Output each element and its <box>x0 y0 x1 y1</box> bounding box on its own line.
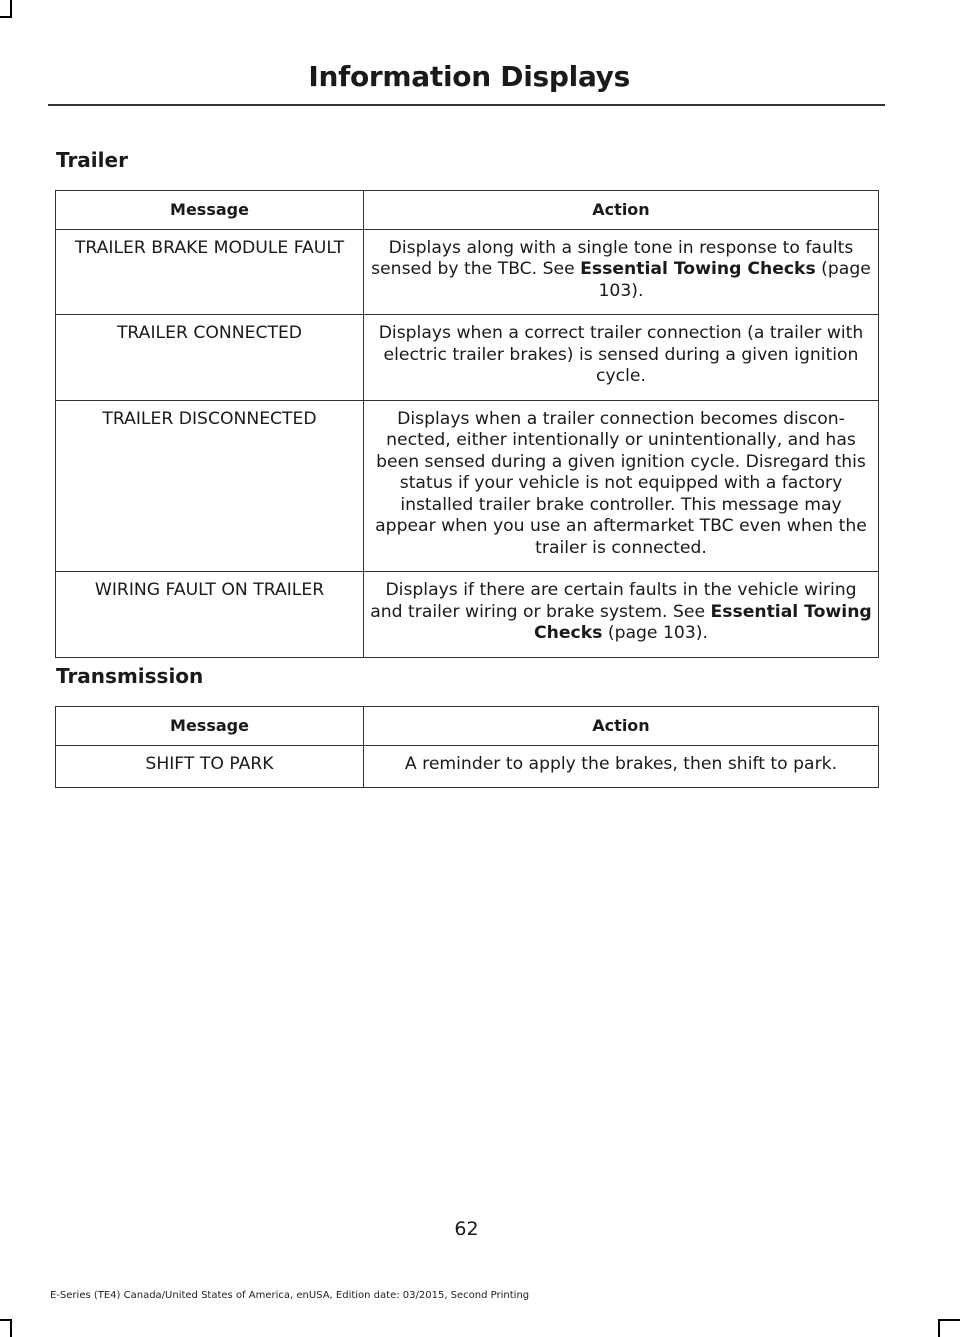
message-cell: TRAILER BRAKE MODULE FAULT <box>56 229 364 315</box>
column-header-message: Message <box>56 707 364 746</box>
action-cell <box>364 572 879 658</box>
table-row <box>56 400 879 572</box>
action-cell: Displays when a correct trailer connection (a trailer with electric trailer brakes) is sensed during a given ignition cycle. <box>364 315 879 401</box>
message-cell: SHIFT TO PARK <box>56 745 364 788</box>
page-number: 62 <box>454 1218 479 1240</box>
cross-reference-link[interactable]: Essential Towing Checks <box>534 601 872 643</box>
crop-mark <box>0 1319 12 1321</box>
edition-footer: E-Series (TE4) Canada/United States of America, enUSA, Edition date: 03/2015, Second Printing <box>50 1290 530 1301</box>
section-heading-transmission: Transmission <box>56 664 204 688</box>
crop-mark <box>0 16 12 18</box>
section-heading-trailer: Trailer <box>56 148 128 172</box>
table-row <box>56 745 879 788</box>
table-row <box>56 315 879 401</box>
action-cell: Displays when a trailer connection becomes discon-nected, either intentionally or unintentionally, and has been sensed during a given ignition cycle. Disregard this status if your vehicle is not equipped with a factory installed trailer brake controller. This message may appear when you use an aftermarket TBC even when the trailer is connected. <box>364 400 879 572</box>
header-divider <box>48 104 885 106</box>
column-header-message: Message <box>56 191 364 230</box>
column-header-action: Action <box>364 707 879 746</box>
action-cell: A reminder to apply the brakes, then shift to park. <box>364 745 879 788</box>
table-header-row <box>56 707 879 746</box>
crop-mark <box>938 1319 940 1337</box>
crop-mark <box>938 1319 960 1321</box>
cross-reference-link[interactable]: Essential Towing Checks <box>580 259 816 279</box>
message-cell: TRAILER CONNECTED <box>56 315 364 401</box>
transmission-message-table <box>55 706 879 788</box>
page-reference: (page 103). <box>602 623 708 643</box>
message-cell: WIRING FAULT ON TRAILER <box>56 572 364 658</box>
table-header-row <box>56 191 879 230</box>
table-row <box>56 572 879 658</box>
page-header-title: Information Displays <box>308 60 630 93</box>
trailer-message-table <box>55 190 879 658</box>
action-cell <box>364 229 879 315</box>
action-text: Displays along with a single tone in response to faults sensed by the TBC. See <box>371 237 854 279</box>
page-reference: (page 103). <box>598 259 871 301</box>
message-cell: TRAILER DISCONNECTED <box>56 400 364 572</box>
action-text: Displays if there are certain faults in the vehicle wiring and trailer wiring or brake system. See <box>370 580 857 622</box>
table-row <box>56 229 879 315</box>
column-header-action: Action <box>364 191 879 230</box>
crop-mark <box>10 1319 12 1337</box>
